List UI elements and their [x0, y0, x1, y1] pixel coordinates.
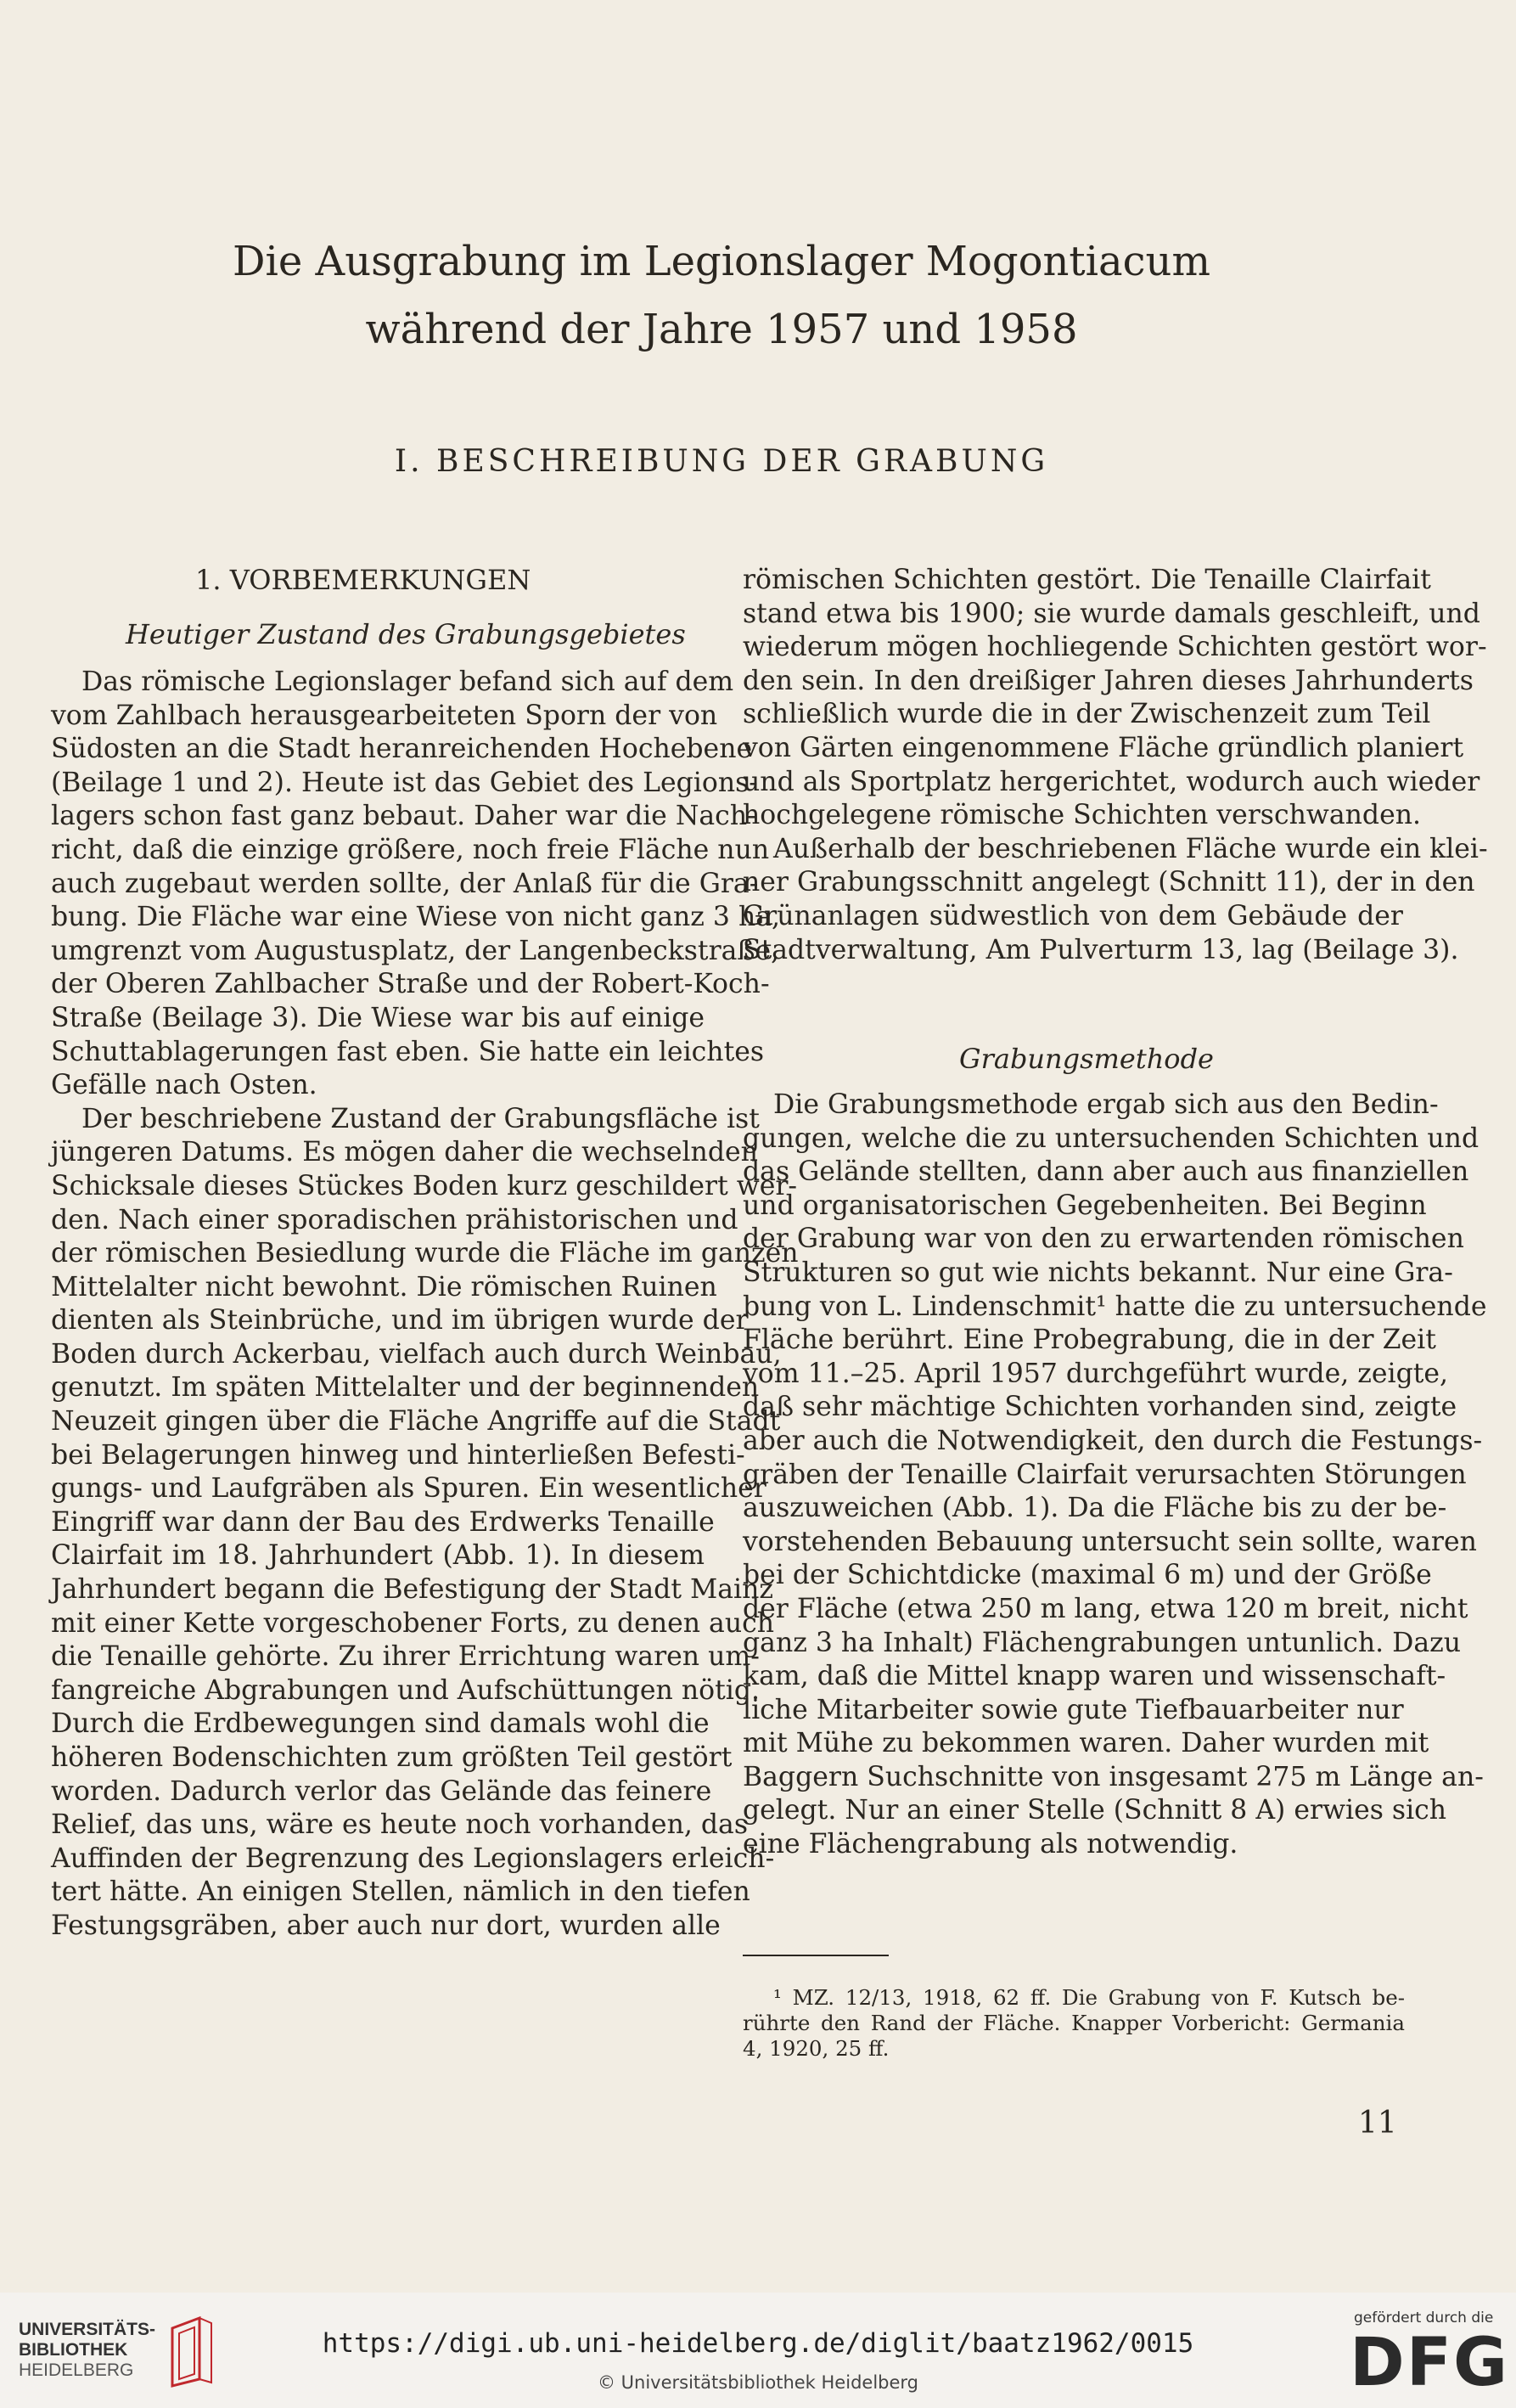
section-heading: I. BESCHREIBUNG DER GRABUNG — [394, 444, 1049, 479]
text-line: vorstehenden Bebauung untersucht sein sollte, waren — [743, 1526, 1477, 1557]
text-line: und als Sportplatz hergerichtet, wodurch auch wieder — [743, 766, 1480, 797]
copyright-text: © Universitätsbibliothek Heidelberg — [597, 2372, 918, 2393]
text-line: Strukturen so gut wie nichts bekannt. Nur eine Gra- — [743, 1257, 1453, 1288]
text-line: tert hätte. An einigen Stellen, nämlich in den tiefen — [51, 1876, 750, 1908]
text-line: schließlich wurde die in der Zwischenzeit zum Teil — [743, 699, 1431, 730]
text-line: aber auch die Notwendigkeit, den durch die Festungs- — [743, 1425, 1483, 1456]
text-line: Jahrhundert begann die Befestigung der Stadt Mainz — [51, 1574, 774, 1606]
library-name-line-1: UNIVERSITÄTS- — [19, 2320, 156, 2339]
text-line: ganz 3 ha Inhalt) Flächengrabungen untunlich. Dazu — [743, 1627, 1462, 1658]
right-subheading: Grabungsmethode — [959, 1043, 1214, 1075]
text-line: der römischen Besiedlung wurde die Fläche im ganzen — [51, 1238, 799, 1269]
text-line: Baggern Suchschnitte von insgesamt 275 m Länge an- — [743, 1761, 1484, 1792]
text-line: Schuttablagerungen fast eben. Sie hatte ein leichtes — [51, 1036, 765, 1067]
text-line: der Fläche (etwa 250 m lang, etwa 120 m breit, nicht — [743, 1593, 1468, 1624]
text-line: gelegt. Nur an einer Stelle (Schnitt 8 A) erwies sich — [743, 1795, 1447, 1826]
text-line: mit Mühe zu bekommen waren. Daher wurden mit — [743, 1728, 1429, 1759]
text-line: mit einer Kette vorgeschobener Forts, zu denen auch — [51, 1607, 775, 1639]
text-line: dienten als Steinbrüche, und im übrigen wurde der — [51, 1305, 749, 1336]
text-line: stand etwa bis 1900; sie wurde damals geschleift, und — [743, 598, 1480, 629]
footnote — [743, 1985, 1405, 2062]
page-url-link[interactable]: https://digi.ub.uni-heidelberg.de/diglit/baatz1962/0015 — [322, 2328, 1194, 2359]
text-line: 4, 1920, 25 ff. — [743, 2036, 890, 2061]
text-line: bung. Die Fläche war eine Wiese von nicht ganz 3 ha, — [51, 902, 781, 933]
text-line: hochgelegene römische Schichten verschwanden. — [743, 800, 1422, 831]
footnote-rule — [743, 1955, 889, 1956]
text-line: das Gelände stellten, dann aber auch aus finanziellen — [743, 1156, 1469, 1188]
text-line: Boden durch Ackerbau, vielfach auch durch Weinbau, — [51, 1338, 782, 1370]
text-line: daß sehr mächtige Schichten vorhanden sind, zeigte — [743, 1392, 1457, 1423]
text-line: Grünanlagen südwestlich von dem Gebäude der — [743, 900, 1403, 931]
text-line: gungen, welche die zu untersuchenden Schichten und — [743, 1122, 1480, 1154]
text-line: fangreiche Abgrabungen und Aufschüttungen nötig. — [51, 1674, 760, 1706]
text-line: worden. Dadurch verlor das Gelände das feinere — [51, 1775, 712, 1807]
text-line: bei der Schichtdicke (maximal 6 m) und der Größe — [743, 1560, 1432, 1591]
text-line: und organisatorischen Gegebenheiten. Bei Beginn — [743, 1190, 1427, 1221]
page-number: 11 — [1358, 2106, 1397, 2141]
text-line: vom Zahlbach herausgearbeiteten Sporn der von — [51, 700, 718, 731]
text-line: umgrenzt vom Augustusplatz, der Langenbeckstraße, — [51, 935, 780, 966]
title-line-2: während der Jahre 1957 und 1958 — [365, 306, 1078, 353]
text-line: Der beschriebene Zustand der Grabungsfläche ist — [81, 1103, 760, 1134]
text-line: der Grabung war von den zu erwartenden römischen — [743, 1224, 1464, 1255]
text-line: gungs- und Laufgräben als Spuren. Ein wesentlicher — [51, 1473, 766, 1505]
text-line: wiederum mögen hochliegende Schichten gestört wor- — [743, 632, 1487, 663]
text-line: auszuweichen (Abb. 1). Da die Fläche bis zu der be- — [743, 1493, 1447, 1524]
text-line: Mittelalter nicht bewohnt. Die römischen Ruinen — [51, 1271, 717, 1302]
text-line: gräben der Tenaille Clairfait verursachten Störungen — [743, 1459, 1467, 1490]
library-name-line-2: BIBLIOTHEK — [19, 2340, 128, 2360]
text-line: liche Mitarbeiter sowie gute Tiefbauarbeiter nur — [743, 1694, 1404, 1725]
text-line: der Oberen Zahlbacher Straße und der Robert-Koch- — [51, 969, 770, 1000]
text-line: Neuzeit gingen über die Fläche Angriffe auf die Stadt — [51, 1406, 781, 1437]
title-line-1: Die Ausgrabung im Legionslager Mogontiacum — [233, 238, 1210, 285]
text-line: Eingriff war dann der Bau des Erdwerks Tenaille — [51, 1506, 715, 1538]
text-line: den sein. In den dreißiger Jahren dieses Jahrhunderts — [743, 665, 1474, 696]
dfg-logo: DFG — [1350, 2325, 1510, 2401]
text-line: Auffinden der Begrenzung des Legionslagers erleich- — [51, 1843, 775, 1874]
funding-label: gefördert durch die — [1354, 2310, 1494, 2326]
text-line: Festungsgräben, aber auch nur dort, wurden alle — [51, 1910, 721, 1941]
left-heading: 1. VORBEMERKUNGEN — [195, 564, 531, 596]
text-line: lagers schon fast ganz bebaut. Daher war die Nach- — [51, 801, 756, 832]
text-line: ¹ MZ. 12/13, 1918, 62 ff. Die Grabung von F. Kutsch be- — [773, 1985, 1405, 2010]
text-line: Durch die Erdbewegungen sind damals wohl die — [51, 1708, 710, 1740]
right-column-text-a — [743, 564, 1488, 967]
text-line: kam, daß die Mittel knapp waren und wissenschaft- — [743, 1661, 1446, 1692]
text-line: Schicksale dieses Stückes Boden kurz geschildert wer- — [51, 1170, 798, 1201]
left-column-text — [51, 666, 799, 1944]
text-line: Das römische Legionslager befand sich auf dem — [81, 667, 734, 697]
text-line: Clairfait im 18. Jahrhundert (Abb. 1). In diesem — [51, 1540, 705, 1572]
text-line: Außerhalb der beschriebenen Fläche wurde ein klei- — [773, 833, 1488, 864]
text-line: ner Grabungsschnitt angelegt (Schnitt 11), der in den — [743, 867, 1475, 898]
text-line: höheren Bodenschichten zum größten Teil gestört — [51, 1742, 733, 1773]
text-line: die Tenaille gehörte. Zu ihrer Errichtung waren um- — [51, 1641, 760, 1673]
text-line: Relief, das uns, wäre es heute noch vorhanden, das — [51, 1809, 748, 1841]
text-line: jüngeren Datums. Es mögen daher die wechselnden — [51, 1137, 758, 1168]
text-line: richt, daß die einzige größere, noch freie Fläche nun — [51, 834, 770, 865]
right-column-text-b — [743, 1089, 1487, 1862]
text-line: Straße (Beilage 3). Die Wiese war bis auf einige — [51, 1002, 705, 1033]
text-line: (Beilage 1 und 2). Heute ist das Gebiet des Legions- — [51, 767, 758, 798]
text-line: Fläche berührt. Eine Probegrabung, die in der Zeit — [743, 1325, 1436, 1356]
text-line: bung von L. Lindenschmit¹ hatte die zu untersuchende — [743, 1291, 1487, 1322]
text-line: vom 11.–25. April 1957 durchgeführt wurde, zeigte, — [743, 1358, 1449, 1389]
text-line: Die Grabungsmethode ergab sich aus den Bedin- — [773, 1089, 1439, 1120]
text-line: römischen Schichten gestört. Die Tenaille Clairfait — [743, 565, 1431, 595]
library-name-line-3: HEIDELBERG — [19, 2360, 134, 2380]
text-line: den. Nach einer sporadischen prähistorischen und — [51, 1204, 738, 1235]
text-line: rührte den Rand der Fläche. Knapper Vorbericht: Germania — [743, 2011, 1405, 2035]
text-line: auch zugebaut werden sollte, der Anlaß für die Gra- — [51, 868, 759, 899]
text-line: bei Belagerungen hinweg und hinterließen Befesti- — [51, 1439, 745, 1471]
text-line: von Gärten eingenommene Fläche gründlich planiert — [743, 732, 1464, 763]
text-line: Gefälle nach Osten. — [51, 1070, 317, 1101]
text-line: Stadtverwaltung, Am Pulverturm 13, lag (Beilage 3). — [743, 934, 1459, 965]
text-line: Südosten an die Stadt heranreichenden Hochebene — [51, 734, 753, 765]
left-subheading: Heutiger Zustand des Grabungsgebietes — [126, 618, 686, 650]
text-line: genutzt. Im späten Mittelalter und der beginnenden — [51, 1372, 760, 1404]
text-line: eine Flächengrabung als notwendig. — [743, 1829, 1238, 1860]
